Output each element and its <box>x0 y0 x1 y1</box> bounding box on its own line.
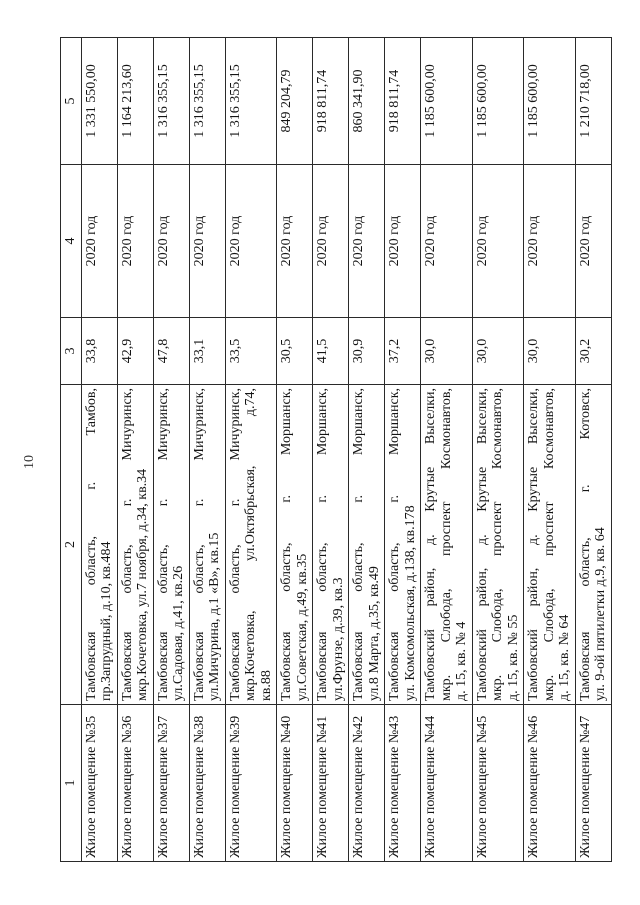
cell-name: Жилое помещение №41 <box>313 705 349 862</box>
cell-address <box>524 385 576 705</box>
cell-amount: 1 316 355,15 <box>225 38 277 165</box>
cell-area: 30,0 <box>472 318 524 385</box>
cell-area: 41,5 <box>313 318 349 385</box>
cell-area: 33,8 <box>81 318 117 385</box>
table-row <box>117 38 153 862</box>
cell-amount: 1 185 600,00 <box>524 38 576 165</box>
header-cell: 3 <box>61 318 82 385</box>
cell-amount: 860 341,90 <box>349 38 385 165</box>
cell-address <box>225 385 277 705</box>
address-line: ул. 9-ой пятилетки д.9, кв. 64 <box>593 527 608 701</box>
address-line: Тамбовский район, д. Крутые Выселки, <box>474 388 490 701</box>
cell-year: 2020 год <box>575 165 611 318</box>
address-line: Тамбовская область, г. Моршанск, <box>387 388 402 701</box>
cell-amount: 1 331 550,00 <box>81 38 117 165</box>
cell-name: Жилое помещение №40 <box>277 705 313 862</box>
address-line: Тамбовская область, г. Тамбов, <box>83 388 99 701</box>
address-line: мкр.Кочетовка, ул.Октябрьская, д.74, <box>243 388 258 701</box>
cell-name: Жилое помещение №35 <box>81 705 117 862</box>
address-line: Тамбовская область, г. Котовск, <box>577 388 593 701</box>
table-row <box>81 38 117 862</box>
cell-area: 33,5 <box>225 318 277 385</box>
table-row <box>153 38 189 862</box>
header-cell: 1 <box>61 705 82 862</box>
cell-name: Жилое помещение №45 <box>472 705 524 862</box>
address-line: Тамбовская область, г. Мичуринск, <box>227 388 243 701</box>
cell-name: Жилое помещение №44 <box>421 705 473 862</box>
address-line: д. 15, кв. № 4 <box>454 621 469 701</box>
cell-area: 30,0 <box>421 318 473 385</box>
cell-year: 2020 год <box>524 165 576 318</box>
address-line: Тамбовская область, г. Мичуринск, <box>155 388 171 701</box>
cell-area: 30,5 <box>277 318 313 385</box>
cell-area: 37,2 <box>385 318 421 385</box>
cell-name: Жилое помещение №36 <box>117 705 153 862</box>
cell-address <box>189 385 225 705</box>
cell-area: 47,8 <box>153 318 189 385</box>
page-number: 10 <box>22 455 37 469</box>
table-row <box>575 38 611 862</box>
address-line: Тамбовская область, г. Моршанск, <box>315 388 330 701</box>
address-line: мкр. Слобода, проспект Космонавтов, <box>541 388 557 701</box>
cell-address <box>153 385 189 705</box>
cell-year: 2020 год <box>472 165 524 318</box>
address-line: Тамбовский район, д. Крутые Выселки, <box>526 388 541 701</box>
address-line: мкр. Слобода, проспект Космонавтов, <box>490 388 505 701</box>
cell-address <box>81 385 117 705</box>
cell-year: 2020 год <box>81 165 117 318</box>
cell-address <box>313 385 349 705</box>
table-row <box>421 38 473 862</box>
cell-amount: 918 811,74 <box>313 38 349 165</box>
cell-amount: 1 185 600,00 <box>421 38 473 165</box>
table-row <box>472 38 524 862</box>
header-cell: 5 <box>61 38 82 165</box>
cell-year: 2020 год <box>117 165 153 318</box>
table-row <box>524 38 576 862</box>
cell-name: Жилое помещение №38 <box>189 705 225 862</box>
table-row <box>277 38 313 862</box>
table-header-row <box>61 38 82 862</box>
cell-name: Жилое помещение №39 <box>225 705 277 862</box>
cell-area: 33,1 <box>189 318 225 385</box>
address-line: Тамбовская область, г. Мичуринск, <box>191 388 207 701</box>
cell-area: 42,9 <box>117 318 153 385</box>
cell-area: 30,9 <box>349 318 385 385</box>
cell-year: 2020 год <box>153 165 189 318</box>
cell-amount: 1 316 355,15 <box>153 38 189 165</box>
address-line: Тамбовский район, д. Крутые Выселки, <box>423 388 438 701</box>
table-row <box>313 38 349 862</box>
address-line: ул. Комсомольская, д.138, кв.178 <box>402 505 418 701</box>
cell-amount: 1 164 213,60 <box>117 38 153 165</box>
address-line: ул.Мичурина, д.1 «В», кв.15 <box>207 532 222 701</box>
cell-year: 2020 год <box>349 165 385 318</box>
table-row <box>189 38 225 862</box>
cell-amount: 918 811,74 <box>385 38 421 165</box>
cell-amount: 1 185 600,00 <box>472 38 524 165</box>
address-line: д. 15, кв. № 55 <box>505 614 521 701</box>
cell-name: Жилое помещение №42 <box>349 705 385 862</box>
cell-address <box>349 385 385 705</box>
table-header <box>61 38 82 862</box>
header-cell: 4 <box>61 165 82 318</box>
cell-year: 2020 год <box>277 165 313 318</box>
cell-amount: 1 210 718,00 <box>575 38 611 165</box>
cell-address <box>277 385 313 705</box>
property-table <box>60 37 612 862</box>
address-line: пр.Запрудный, д.10, кв.484 <box>99 541 114 701</box>
address-line: д. 15, кв. № 64 <box>557 614 572 701</box>
address-line: мкр. Слобода, проспект Космонавтов, <box>438 388 454 701</box>
cell-name: Жилое помещение №37 <box>153 705 189 862</box>
cell-amount: 849 204,79 <box>277 38 313 165</box>
header-cell: 2 <box>61 385 82 705</box>
address-line: кв.88 <box>258 670 274 701</box>
cell-year: 2020 год <box>385 165 421 318</box>
address-line: ул.8 Марта, д.35, кв.49 <box>366 566 382 701</box>
cell-amount: 1 316 355,15 <box>189 38 225 165</box>
cell-year: 2020 год <box>225 165 277 318</box>
cell-address <box>117 385 153 705</box>
table-row <box>225 38 277 862</box>
address-line: ул.Советская, д.49, кв.35 <box>294 553 310 701</box>
address-line: ул.Фрунзе, д.39, кв.3 <box>330 577 346 701</box>
cell-area: 30,2 <box>575 318 611 385</box>
cell-year: 2020 год <box>313 165 349 318</box>
address-line: мкр.Кочетовка, ул.7 ноября, д.34, кв.34 <box>135 468 150 701</box>
cell-name: Жилое помещение №46 <box>524 705 576 862</box>
table-body <box>81 38 611 862</box>
cell-address <box>385 385 421 705</box>
cell-name: Жилое помещение №47 <box>575 705 611 862</box>
table-row <box>349 38 385 862</box>
cell-year: 2020 год <box>421 165 473 318</box>
address-line: Тамбовская область, г. Мичуринск, <box>119 388 135 701</box>
cell-year: 2020 год <box>189 165 225 318</box>
cell-address <box>472 385 524 705</box>
address-line: Тамбовская область, г. Моршанск, <box>279 388 294 701</box>
cell-area: 30,0 <box>524 318 576 385</box>
cell-address <box>575 385 611 705</box>
address-line: Тамбовская область, г. Моршанск, <box>351 388 366 701</box>
cell-name: Жилое помещение №43 <box>385 705 421 862</box>
address-line: ул.Садовая, д.41, кв.26 <box>171 565 186 701</box>
cell-address <box>421 385 473 705</box>
table-row <box>385 38 421 862</box>
